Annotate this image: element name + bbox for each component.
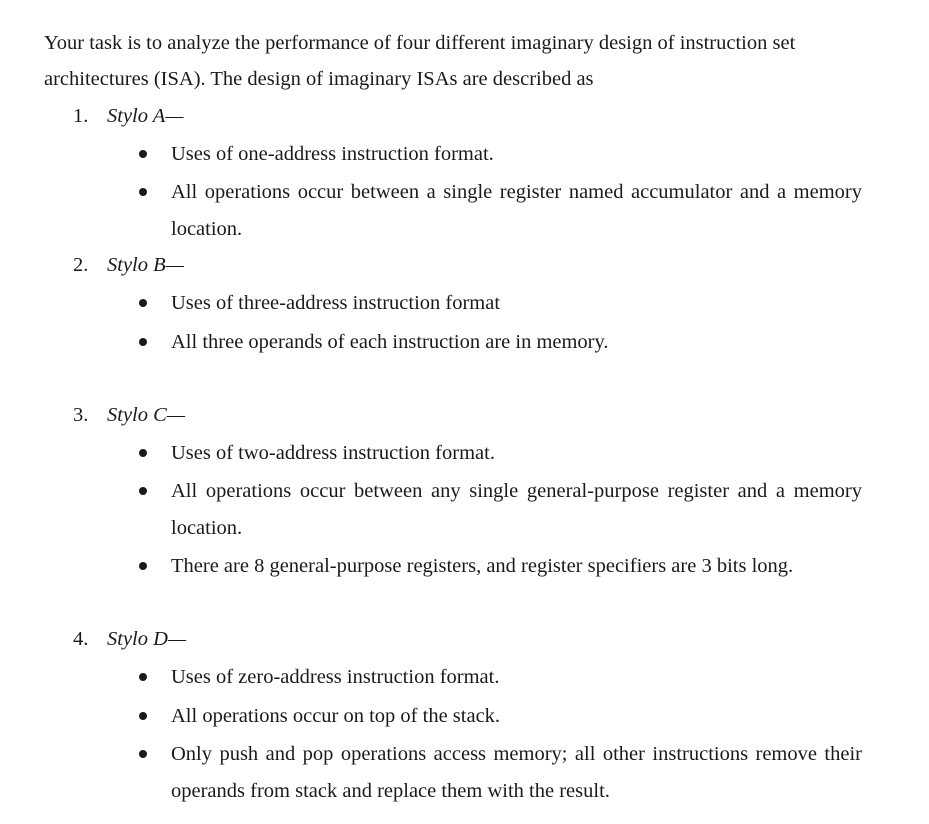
bullet-text: Uses of one-address instruction format. xyxy=(171,143,494,165)
list-item-2-heading xyxy=(73,253,184,277)
bullet-icon xyxy=(138,479,150,503)
bullet-text: Only push and pop operations access memory; all other instructions remove their xyxy=(171,743,862,765)
bullet-text: Uses of two-address instruction format. xyxy=(171,442,495,464)
bullet-text: All operations occur between any single general-purpose register and a memory xyxy=(171,480,862,502)
intro-line-2: architectures (ISA). The design of imaginary ISAs are described as xyxy=(44,68,594,90)
list-item-number: 2. xyxy=(73,254,89,276)
bullet-text-continuation: operands from stack and replace them with the result. xyxy=(171,780,610,802)
bullet-text: All operations occur on top of the stack. xyxy=(171,705,501,727)
list-item-title: Stylo D— xyxy=(107,628,187,650)
bullet-text: There are 8 general-purpose registers, and register specifiers are 3 bits long. xyxy=(171,555,794,577)
bullet-icon xyxy=(138,742,150,766)
bullet-text-continuation: location. xyxy=(171,517,243,539)
bullet-icon xyxy=(138,330,150,354)
list-item-number: 3. xyxy=(73,404,89,426)
intro-line-1: Your task is to analyze the performance of four different imaginary design of instruction set xyxy=(44,32,796,54)
bullet-icon xyxy=(138,180,150,204)
list-item-number: 4. xyxy=(73,628,89,650)
bullet-icon xyxy=(138,291,150,315)
bullet-text: All operations occur between a single register named accumulator and a memory xyxy=(171,181,862,203)
list-item-4-heading xyxy=(73,627,186,651)
bullet-icon xyxy=(138,665,150,689)
bullet-icon xyxy=(138,142,150,166)
bullet-icon xyxy=(138,441,150,465)
list-item-3-heading xyxy=(73,403,185,427)
list-item-1-heading xyxy=(73,104,184,128)
list-item-title: Stylo A— xyxy=(107,105,184,127)
bullet-text: Uses of three-address instruction format xyxy=(171,292,501,314)
bullet-text: All three operands of each instruction are in memory. xyxy=(171,331,609,353)
list-item-number: 1. xyxy=(73,105,89,127)
bullet-text-continuation: location. xyxy=(171,218,243,240)
list-item-title: Stylo B— xyxy=(107,254,184,276)
bullet-icon xyxy=(138,704,150,728)
bullet-icon xyxy=(138,554,150,578)
bullet-text: Uses of zero-address instruction format. xyxy=(171,666,500,688)
list-item-title: Stylo C— xyxy=(107,404,186,426)
